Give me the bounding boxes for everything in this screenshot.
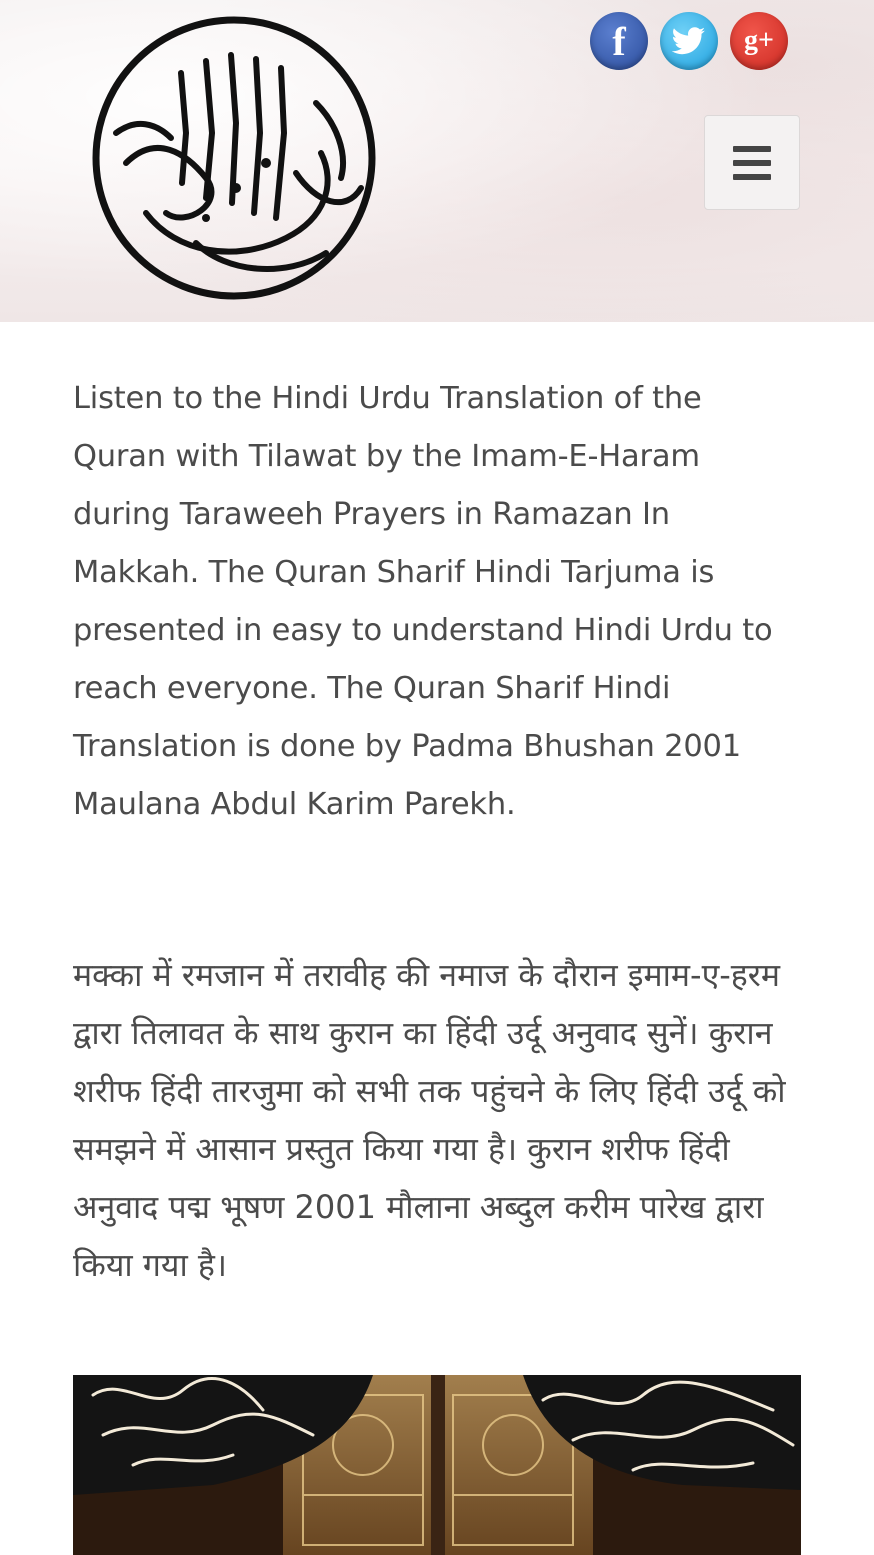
english-description: Listen to the Hindi Urdu Translation of the Quran with Tilawat by the Imam-E-Haram during Taraweeh Prayers in Ramazan In Makkah. The Quran Sharif Hindi Tarjuma is presented in easy to understand Hindi Urdu to reach everyone. The Quran Sharif Hindi Translation is done by Padma Bhushan 2001 Maulana Abdul Karim Parekh.: [73, 381, 773, 822]
kaaba-door-calligraphy-image: [73, 1375, 801, 1555]
facebook-icon[interactable]: f: [590, 12, 648, 70]
main-content: [73, 370, 803, 1294]
social-links: [590, 12, 788, 70]
twitter-bird-icon: [672, 27, 706, 55]
menu-bar: [733, 160, 771, 166]
hindi-description: मक्का में रमजान में तरावीह की नमाज के दौरान इमाम-ए-हरम द्वारा तिलावत के साथ कुरान का हिंदी उर्दू अनुवाद सुनें। कुरान शरीफ हिंदी तारजुमा को सभी तक पहुंचने के लिए हिंदी उर्दू को समझने में आसान प्रस्तुत किया गया है। कुरान शरीफ हिंदी अनुवाद पद्म भूषण 2001 मौलाना अब्दुल करीम पारेख द्वारा किया गया है।: [73, 956, 786, 1284]
bismillah-calligraphy-logo[interactable]: [86, 13, 382, 303]
google-plus-icon[interactable]: g+: [730, 12, 788, 70]
hamburger-menu-icon[interactable]: [704, 115, 800, 210]
site-header: [0, 0, 874, 322]
menu-bar: [733, 146, 771, 152]
twitter-icon[interactable]: [660, 12, 718, 70]
kaaba-door-illustration: [73, 1375, 801, 1555]
menu-bar: [733, 174, 771, 180]
